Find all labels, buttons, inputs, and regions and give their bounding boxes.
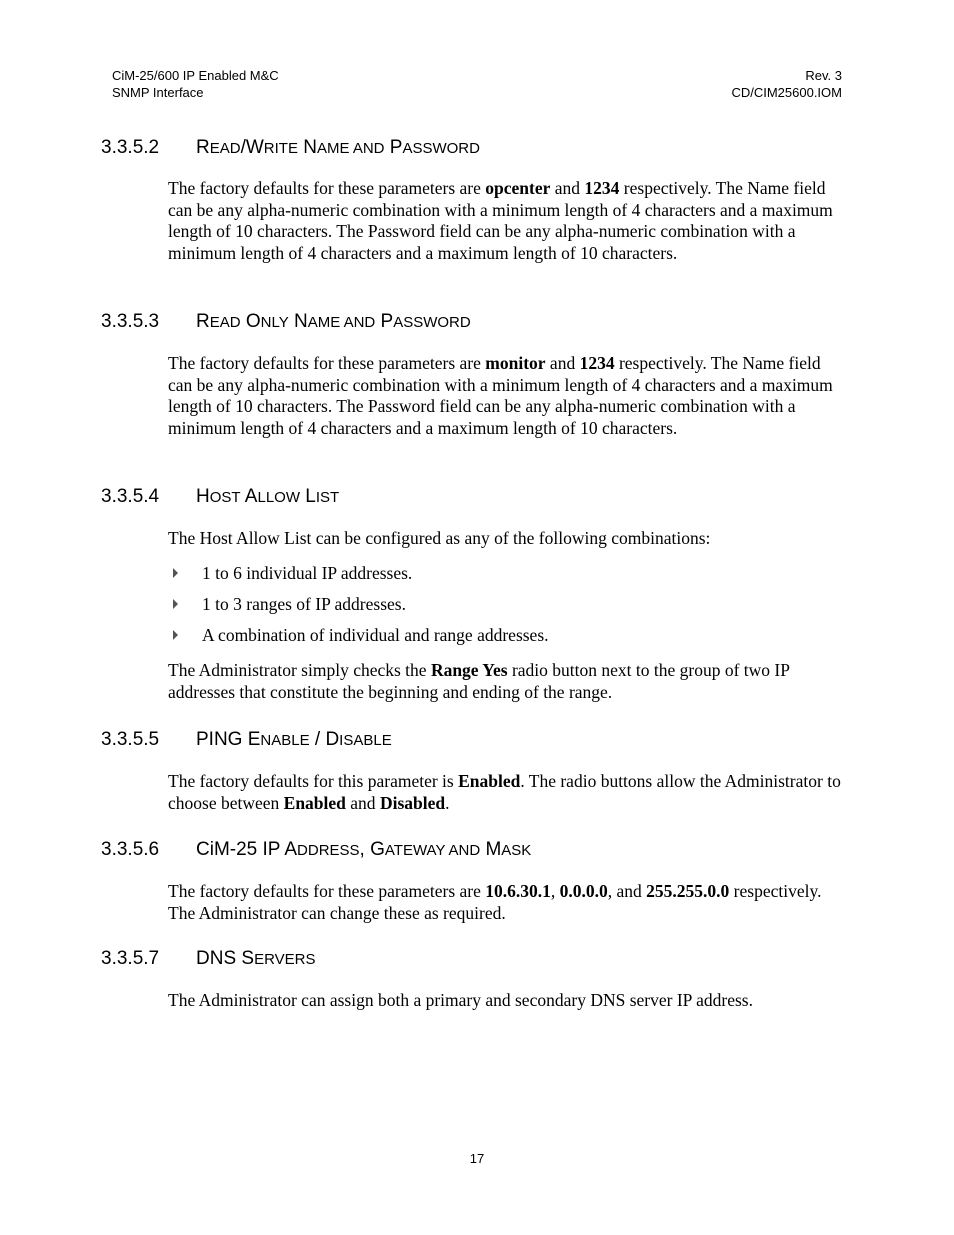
section-number: 3.3.5.5 xyxy=(101,729,160,750)
section-paragraph: The Administrator can assign both a primary and secondary DNS server IP address. xyxy=(168,990,753,1010)
section-paragraph: The factory defaults for these parameters are monitor and 1234 respectively. The Name field can be any alpha-numeric combination with a minimum length of 4 characters and a maximum length of 10 characters. The Password field can be any alpha-numeric combination with a minimum length of 4 characters and a maximum length of 10 characters. xyxy=(168,353,833,438)
section-title: READ ONLY NAME AND PASSWORD xyxy=(196,311,471,332)
doc-number: CD/CIM25600.IOM xyxy=(731,85,842,100)
section-number: 3.3.5.2 xyxy=(101,137,160,158)
section-number: 3.3.5.3 xyxy=(101,311,160,332)
page-number: 17 xyxy=(469,1151,485,1166)
section-title: CiM-25 IP ADDRESS, GATEWAY AND MASK xyxy=(196,839,532,860)
section-paragraph: The factory defaults for these parameters are opcenter and 1234 respectively. The Name field can be any alpha-numeric combination with a minimum length of 4 characters and a maximum length of 10 characters. The Password field can be any alpha-numeric combination with a minimum length of 4 characters and a maximum length of 10 characters. xyxy=(168,178,833,263)
section-intro: The Host Allow List can be configured as any of the following combinations: xyxy=(168,528,711,548)
section-paragraph: The factory defaults for these parameters are 10.6.30.1, 0.0.0.0, and 255.255.0.0 respectively. The Administrator can change these as required. xyxy=(168,881,822,923)
triangle-bullet-icon xyxy=(173,568,178,578)
section-number: 3.3.5.7 xyxy=(101,948,160,969)
running-header-left xyxy=(112,67,279,101)
section-number: 3.3.5.6 xyxy=(101,839,160,860)
section-title: PING ENABLE / DISABLE xyxy=(196,729,392,750)
running-header-right xyxy=(731,67,842,101)
section-paragraph: The Administrator simply checks the Range Yes radio button next to the group of two IP addresses that constitute the beginning and ending of the range. xyxy=(168,660,790,702)
triangle-bullet-icon xyxy=(173,630,178,640)
section-paragraph: The factory defaults for this parameter is Enabled. The radio buttons allow the Administrator to choose between Enabled and Disabled. xyxy=(168,771,841,813)
section-title: DNS SERVERS xyxy=(196,948,316,969)
doc-subtitle: SNMP Interface xyxy=(112,85,204,100)
section-number: 3.3.5.4 xyxy=(101,486,160,507)
doc-revision: Rev. 3 xyxy=(805,68,842,83)
section-title: HOST ALLOW LIST xyxy=(196,486,340,507)
doc-title: CiM-25/600 IP Enabled M&C xyxy=(112,68,279,83)
triangle-bullet-icon xyxy=(173,599,178,609)
section-title: READ/WRITE NAME AND PASSWORD xyxy=(196,137,480,158)
